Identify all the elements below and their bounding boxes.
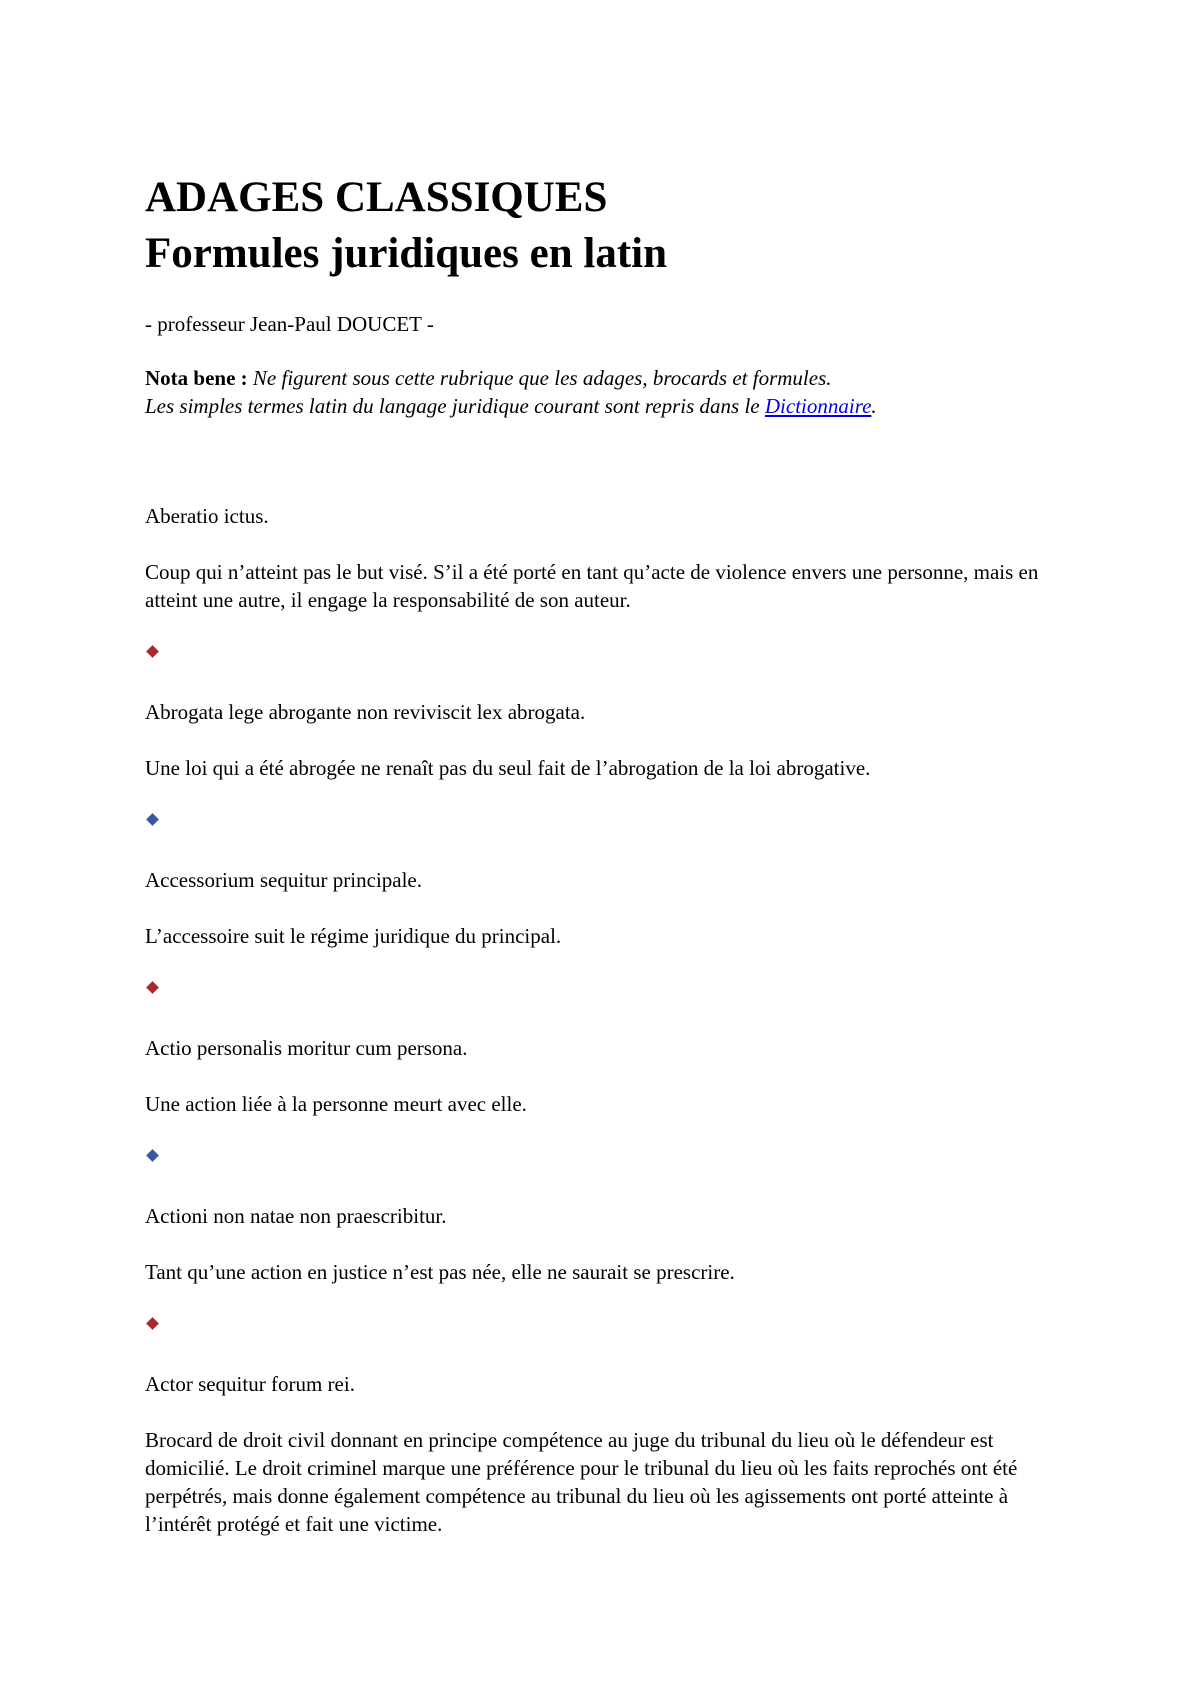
nota-bene-line-2: Les simples termes latin du langage juridique courant sont repris dans le (145, 394, 765, 418)
adage-definition: Brocard de droit civil donnant en principe compétence au juge du tribunal du lieu où le défendeur est domicilié. Le droit criminel marque une préférence pour le tribunal du lieu où les faits reprochés ont été perpétrés, mais donne également compétence au tribunal du lieu où les agissements ont porté atteinte à l’intérêt protégé et fait une victime. (145, 1428, 1018, 1536)
adage-latin: Actioni non natae non praescribitur. (145, 1204, 447, 1228)
nota-bene-line-1: Ne figurent sous cette rubrique que les adages, brocards et formules. (252, 366, 832, 390)
adage-definition: Coup qui n’atteint pas le but visé. S’il a été porté en tant qu’acte de violence envers une personne, mais en atteint une autre, il engage la responsabilité de son auteur. (145, 560, 1039, 612)
blue-diamond-icon (145, 1148, 159, 1162)
nota-bene-label: Nota bene : (145, 366, 248, 390)
adage-entry (145, 1034, 1060, 1162)
nota-bene (145, 364, 1060, 420)
red-diamond-icon (145, 644, 159, 658)
dictionnaire-link[interactable]: Dictionnaire (764, 394, 872, 418)
adage-latin: Actor sequitur forum rei. (145, 1372, 355, 1396)
document-page (145, 170, 1060, 1538)
adage-entry (145, 866, 1060, 994)
red-diamond-icon (145, 980, 159, 994)
nota-bene-line-2-end: . (871, 394, 877, 418)
adage-entry (145, 1202, 1060, 1330)
title-line-1: ADAGES CLASSIQUES (145, 174, 608, 221)
adage-definition: Une action liée à la personne meurt avec elle. (145, 1092, 527, 1116)
adage-latin: Aberatio ictus. (145, 504, 269, 528)
adage-definition: Tant qu’une action en justice n’est pas née, elle ne saurait se prescrire. (145, 1260, 735, 1284)
red-diamond-icon (145, 1316, 159, 1330)
adage-list (145, 502, 1060, 1538)
adage-definition: L’accessoire suit le régime juridique du principal. (145, 924, 562, 948)
adage-definition: Une loi qui a été abrogée ne renaît pas du seul fait de l’abrogation de la loi abrogative. (145, 756, 871, 780)
blue-diamond-icon (145, 812, 159, 826)
adage-entry (145, 502, 1060, 658)
author-line: - professeur Jean-Paul DOUCET - (145, 312, 434, 336)
page-title (145, 170, 1060, 282)
adage-entry (145, 1370, 1060, 1538)
title-line-2: Formules juridiques en latin (145, 230, 668, 277)
adage-latin: Accessorium sequitur principale. (145, 868, 422, 892)
adage-entry (145, 698, 1060, 826)
adage-latin: Actio personalis moritur cum persona. (145, 1036, 468, 1060)
adage-latin: Abrogata lege abrogante non reviviscit lex abrogata. (145, 700, 586, 724)
